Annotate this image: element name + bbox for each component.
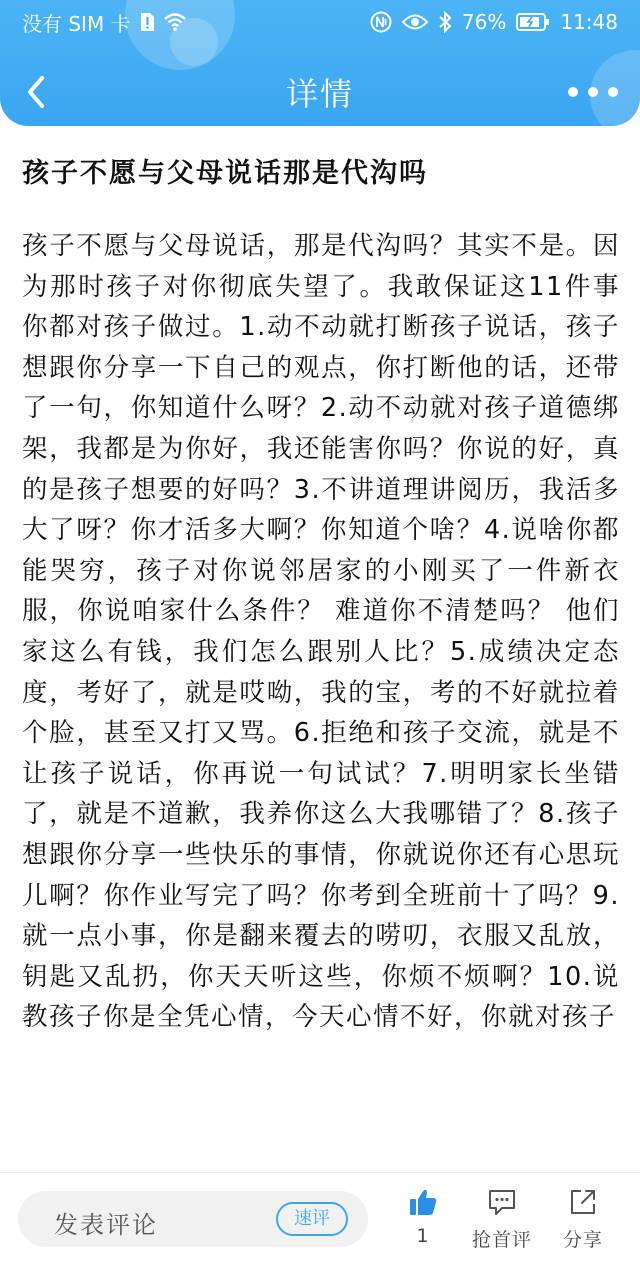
clock: 11:48 [560, 10, 618, 34]
article-title: 孩子不愿与父母说话那是代沟吗 [22, 158, 428, 189]
nfc-icon [370, 11, 392, 33]
back-arrow-icon [22, 72, 54, 112]
thumbs-up-icon [408, 1187, 438, 1217]
page-title: 详情 [285, 75, 354, 113]
share-icon [568, 1187, 598, 1217]
share-label: 分享 [563, 1229, 604, 1251]
status-bar [0, 0, 640, 44]
battery-icon [516, 12, 550, 32]
sim-alert-icon [139, 12, 155, 32]
first-comment-label: 抢首评 [472, 1229, 533, 1251]
more-dots-icon [568, 87, 578, 97]
eye-icon [402, 13, 428, 31]
article-body: 孩子不愿与父母说话，那是代沟吗？其实不是。因为那时孩子对你彻底失望了。我敢保证这11件事你都对孩子做过。1.动不动就打断孩子说话，孩子想跟你分享一下自己的观点，你打断他的话，还带了一句，你知道什么呀？2.动不动就对孩子道德绑架，我都是为你好，我还能害你吗？你说的好，真的是孩子想要的好吗？3.不讲道理讲阅历，我活多大了呀？你才活多大啊？你知道个啥？4.说啥你都能哭穷，孩子对你说邻居家的小刚买了一件新衣服，你说咱家什么条件？ 难道你不清楚吗？ 他们家这么有钱，我们怎么跟别人比？5.成绩决定态度，考好了，就是哎呦，我的宝，考的不好就拉着个脸，甚至又打又骂。6.拒绝和孩子交流，就是不让孩子说话，你再说一句试试？7.明明家长坐错了，就是不道歉，我养你这么大我哪错了？8.孩子想跟你分享一些快乐的事情，你就说你还有心思玩儿啊？你作业写完了吗？你考到全班前十了吗？9.就一点小事，你是翻来覆去的唠叨，衣服又乱放，钥匙又乱扔，你天天听这些，你烦不烦啊？10.说教孩子你是全凭心情，今天心情不好，你就对孩子 [22, 231, 620, 1033]
comment-bubble-icon [487, 1187, 517, 1217]
comment-input[interactable] [18, 1191, 368, 1247]
like-count: 1 [416, 1225, 430, 1247]
more-dots-icon [608, 87, 618, 97]
header [0, 0, 640, 126]
back-button[interactable] [22, 72, 54, 112]
status-left [22, 8, 187, 37]
more-button[interactable] [568, 74, 618, 110]
carrier-text: 没有 SIM 卡 [22, 11, 131, 36]
battery-percent: 76% [461, 10, 507, 34]
bluetooth-icon [438, 11, 452, 33]
comment-placeholder: 发表评论 [54, 1211, 158, 1239]
quick-comment-button[interactable]: 速评 [276, 1202, 348, 1236]
first-comment-button[interactable] [472, 1187, 532, 1252]
bottom-bar [0, 1172, 640, 1280]
like-button[interactable] [408, 1187, 438, 1247]
article [22, 146, 620, 1176]
more-dots-icon [588, 87, 598, 97]
share-button[interactable] [563, 1187, 603, 1252]
wifi-icon [163, 12, 187, 32]
nav-bar [0, 58, 640, 126]
status-right [370, 10, 618, 34]
